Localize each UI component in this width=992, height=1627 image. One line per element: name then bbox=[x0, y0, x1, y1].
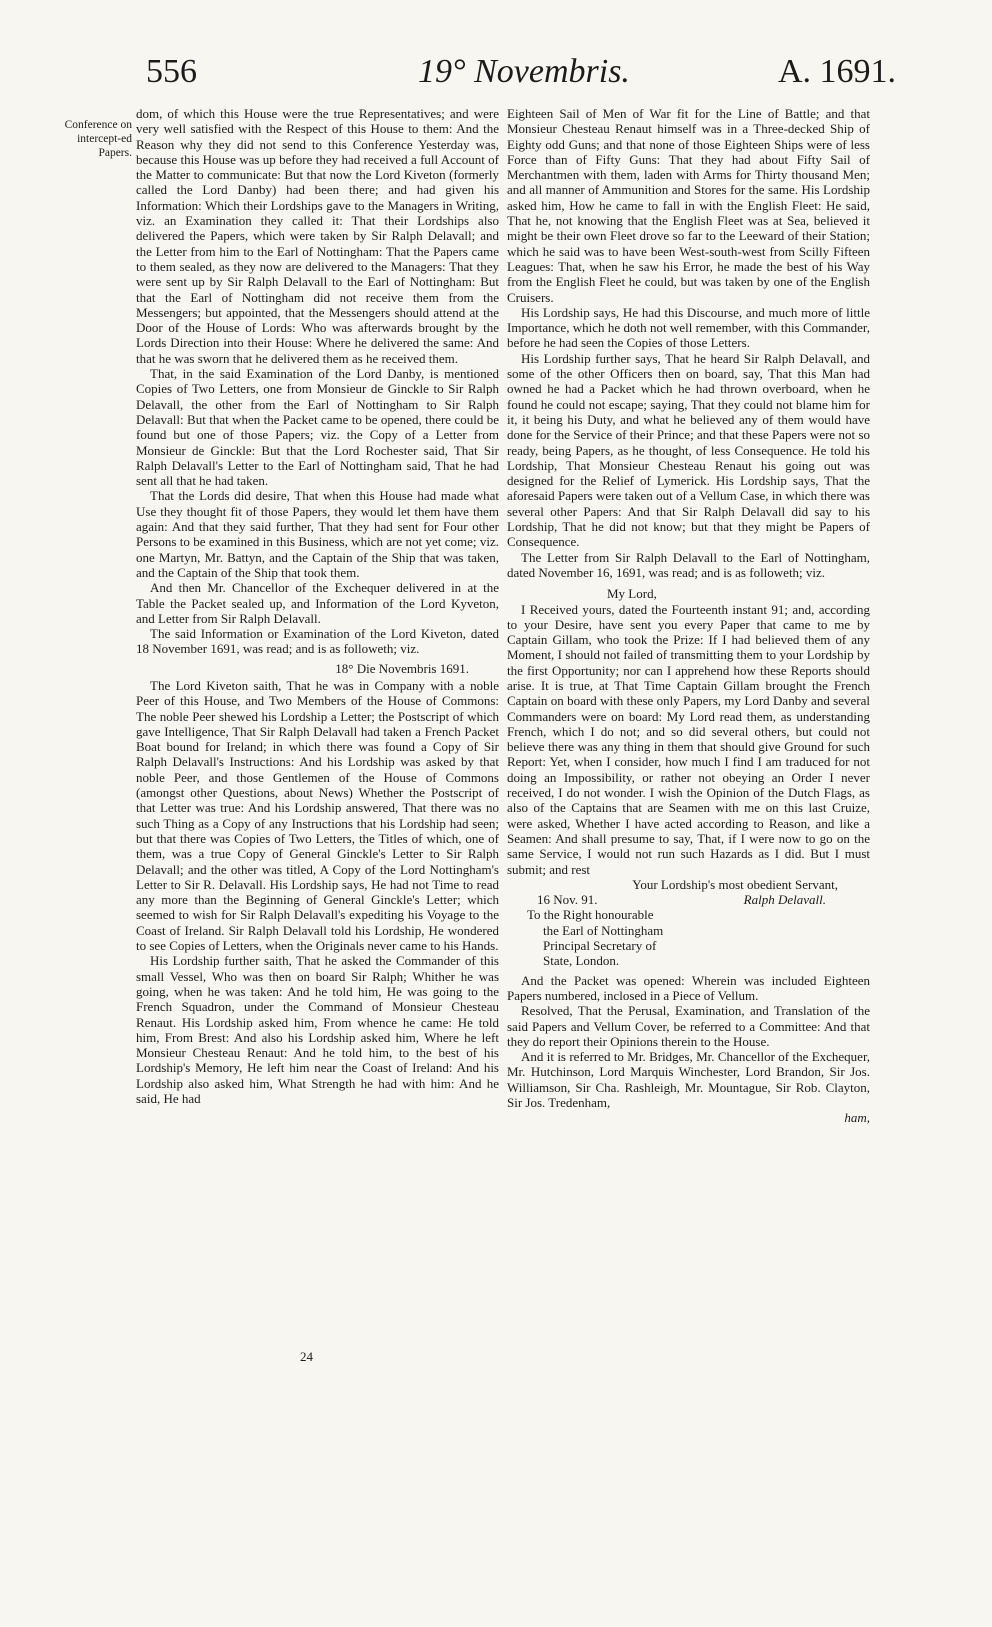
paragraph: And then Mr. Chancellor of the Exchequer delivered in at the Table the Packet sealed up, and Information of the Lord Kyveton, and Letter from Sir Ralph Delavall. bbox=[136, 580, 499, 626]
margin-note: Conference on intercept-ed Papers. bbox=[64, 119, 132, 159]
letter-date: 16 Nov. 91. bbox=[537, 892, 598, 908]
paragraph: His Lordship further saith, That he asked the Commander of this small Vessel, Who was then on board Sir Ralph; Whither he was going, when he was taken: And he told him, He was going to the French Squadron, under the Command of Monsieur Chesteau Renaut. His Lordship asked him, From whence he came: He told him, From Brest: And also his Lordship asked him, Where he left Monsieur Chesteau Renaut: And he told him, to the best of his Lordship's Memory, He left him near the Coast of Ireland: And his Lordship also asked him, What Strength he had with him: And he said, He had bbox=[136, 953, 499, 1106]
paragraph: The Lord Kiveton saith, That he was in Company with a noble Peer of this House, and Two Members of the House of Commons: The noble Peer shewed his Lordship a Letter; the Postscript of which gave Intelligence, That Sir Ralph Delavall had taken a French Packet Boat bound for Ireland; in which there was found a Copy of Sir Ralph Delavall's Instructions: And his Lordship was asked by that noble Peer, and those Gentlemen of the House of Commons (amongst other Questions, about News) Whether the Postscript of that Letter was true: And his Lordship answered, That there was no such Thing as a Copy of any Instructions that his Lordship had seen; but that there was Copies of Two Letters, the Titles of which, one of them, was a true Copy of General Ginckle's Letter to Sir Ralph Delavall; and the other was titled, A Copy of the Lord Nottingham's Letter to Sir R. Delavall. His Lordship says, He had not Time to read any more than the Beginning of General Ginckle's Letter; which seemed to wish for Sir Ralph Delavall's expediting his Voyage to the Coast of Ireland. Sir Ralph Delavall told his Lordship, He wondered to see Copies of Letters, when the Originals never came to his Hands. bbox=[136, 677, 499, 954]
page-year: A. 1691. bbox=[777, 53, 896, 90]
right-column bbox=[507, 106, 870, 1126]
page-date-heading: 19° Novembris. bbox=[418, 53, 630, 90]
paragraph: dom, of which this House were the true Representatives; and were very well satisfied with the Respect of this House to them: And the Reason why they did not send to this Conference Yesterday was, because this House was up before they had received a full Account of the Matter to communicate: But that now the Lord Kiveton (formerly called the Lord Danby) had been there; and had given his Information: Which their Lordships gave to the Managers in Writing, viz. an Examination they called it: That their Lordships also delivered the Papers, which were taken by Sir Ralph Delavall; and the Letter from him to the Earl of Nottingham: That the Papers came to them sealed, as they now are delivered to the Managers: That they were sent up by Sir Ralph Delavall to the Earl of Nottingham: But that the Earl of Nottingham did not receive them from the Messengers; but appointed, that the Messengers should attend at the Door of the House of Lords: Who was afterwards brought by the Lords Direction into their House: Where he delivered the same: And that he was sworn that he delivered them as he received them. bbox=[136, 106, 499, 366]
letter-closing: Your Lordship's most obedient Servant, bbox=[632, 876, 838, 892]
letter-signature: Ralph Delavall. bbox=[743, 892, 826, 908]
letter-address-line: To the Right honourable bbox=[527, 907, 654, 923]
paragraph: The Letter from Sir Ralph Delavall to the Earl of Nottingham, dated November 16, 1691, was read; and is as followeth; viz. bbox=[507, 549, 870, 580]
letter-date-line bbox=[507, 892, 870, 907]
paragraph: Eighteen Sail of Men of War fit for the Line of Battle; and that Monsieur Chesteau Renaut himself was in a Three-decked Ship of Eighty odd Guns; and that none of those Eighteen Ships were of less Force than of Fifty Guns: That they had about Fifty Sail of Merchantmen with them, laden with Arms for Thirty thousand Men; and all manner of Ammunition and Stores for the same. His Lordship asked him, How he came to fall in with the English Fleet: He said, That he, not knowing that the English Fleet was at Sea, believed it might be their own Fleet drove so far to the Leeward of their Station; which he said was to have been West-south-west from Scilly Fifteen Leagues: That, when he saw his Error, he made the best of his Way from the English Fleet he could, but was taken by one of the English Cruisers. bbox=[507, 106, 870, 305]
letter-salutation: My Lord, bbox=[607, 586, 657, 602]
continuation-catchword: ham, bbox=[844, 1110, 870, 1126]
letter-address-line: State, London. bbox=[543, 953, 620, 969]
examination-date: 18° Die Novembris 1691. bbox=[335, 660, 469, 676]
paragraph: His Lordship says, He had this Discourse, and much more of little Importance, which he doth not well remember, with this Commander, before he had seen the Copies of those Letters. bbox=[507, 304, 870, 351]
letter-address-line: Principal Secretary of bbox=[543, 938, 657, 954]
paragraph: Resolved, That the Perusal, Examination, and Translation of the said Papers and Vellum Cover, be referred to a Committee: And that they do report their Opinions therein to the House. bbox=[507, 1003, 870, 1049]
paragraph: And the Packet was opened: Wherein was included Eighteen Papers numbered, inclosed in a Piece of Vellum. bbox=[507, 972, 870, 1003]
paragraph: His Lordship further says, That he heard Sir Ralph Delavall, and some of the other Officers then on board, say, That this Man had owned he had a Packet which he had thrown overboard, when he found he could not escape; saying, That they could not blame him for it, it being his Duty, and what he believed any of them would have done for the Service of their Prince; and that these Papers were not so ready, being Papers, as he thought, of less Consequence. He told his Lordship, That Monsieur Chesteau Renaut his going out was designed for the Relief of Lymerick. His Lordship says, That the aforesaid Papers were taken out of a Vellum Case, in which there was several other Papers: And that Sir Ralph Delavall did say to his Lordship, That he did not know; but that they might be Papers of Consequence. bbox=[507, 350, 870, 550]
left-column bbox=[136, 106, 499, 1106]
paragraph: That, in the said Examination of the Lord Danby, is mentioned Copies of Two Letters, one from Monsieur de Ginckle to Sir Ralph Delavall, the other from the Earl of Nottingham to Sir Ralph Delavall: But that when the Packet came to be opened, there could be found but one of those Papers; viz. the Copy of a Letter from Monsieur de Ginckle: But that the Lord Rochester said, That Sir Ralph Delavall's Letter to the Earl of Nottingham said, That he had sent all that he had taken. bbox=[136, 366, 499, 489]
signature-mark: 24 bbox=[300, 1349, 313, 1364]
paragraph: That the Lords did desire, That when this House had made what Use they thought fit of those Papers, they would let them have them again: And that they said further, That they had sent for Four other Persons to be examined in this Business, which are not yet come; viz. one Martyn, Mr. Battyn, and the Captain of the Ship that was taken, and the Captain of the Ship that took them. bbox=[136, 488, 499, 580]
paragraph: The said Information or Examination of the Lord Kiveton, dated 18 November 1691, was read; and is as followeth; viz. bbox=[136, 626, 499, 657]
letter-address-line: the Earl of Nottingham bbox=[543, 922, 664, 938]
letter-body: I Received yours, dated the Fourteenth instant 91; and, according to your Desire, have sent you every Paper that came to me by Captain Gillam, who took the Prize: If I had believed them of any Moment, I should not failed of transmitting them to your Lordship by the first Opportunity; nor can I apprehend how these Reports should arise. It is true, at That Time Captain Gillam brought the French Captain on board with these only Papers, my Lord Danby and several Commanders were on board: My Lord read them, as understanding French, which I do not; and so did several others, but could not believe there was any thing in them that should give Ground for such Report: Yet, when I consider, how much I find I am traduced for not doing an Impossibility, or rather not obeying an Order I never received, I do not wonder. I wish the Opinion of the Dutch Flags, as also of the Captains that are Seamen with me on this last Cruize, were asked, Whether I have acted according to Reason, and like a Seamen: And shall presume to say, That, if I were now to go on the same Service, I would not run such Hazards as I did. But I must submit; and rest bbox=[507, 601, 870, 877]
page-number: 556 bbox=[146, 53, 197, 90]
paragraph: And it is referred to Mr. Bridges, Mr. Chancellor of the Exchequer, Mr. Hutchinson, Lord Marquis Winchester, Lord Brandon, Sir Jos. Williamson, Sir Cha. Rashleigh, Mr. Mountague, Sir Rob. Clayton, Sir Jos. Tredenham, bbox=[507, 1049, 870, 1110]
